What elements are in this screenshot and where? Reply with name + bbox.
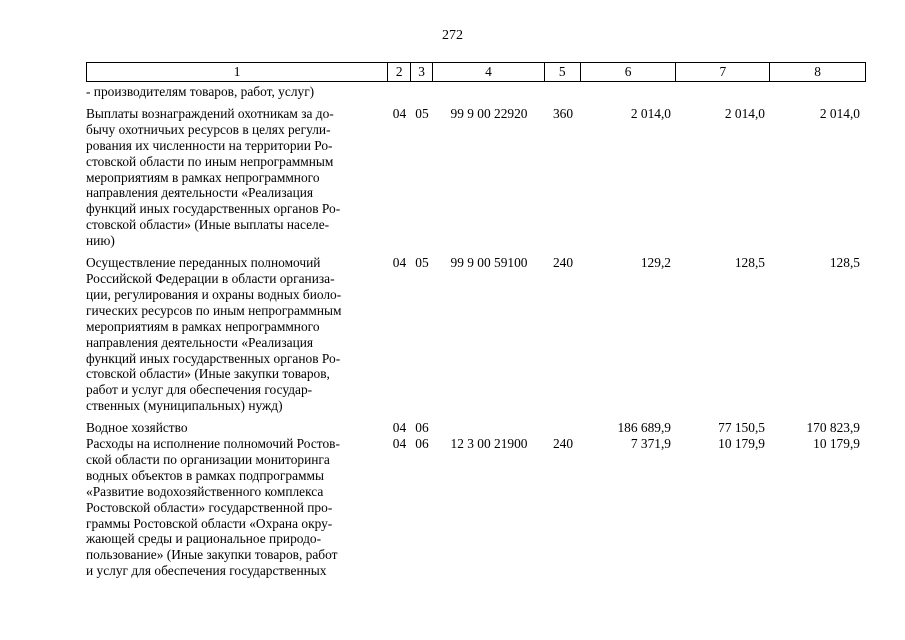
row-value-2: 2 014,0 [724,105,765,121]
row-description [86,106,388,249]
desc-line: гических ресурсов по иным непрограммным [86,302,342,318]
row-description [86,255,388,414]
row-pr: 06 [415,436,429,452]
continuation-text: - производителям товаров, работ, услуг) [86,84,315,99]
desc-line: жающей среды и рациональное природо- [86,531,322,547]
desc-line: Российской Федерации в области организа- [86,270,335,286]
desc-line: граммы Ростовской области «Охрана окру- [86,515,333,531]
table-header [86,62,866,82]
row-value-2: 77 150,5 [718,420,765,436]
header-col-3: 3 [411,63,433,81]
header-col-5: 5 [545,63,581,81]
table-body [86,84,866,579]
header-col-1: 1 [87,63,388,81]
desc-line: стовской области» (Иные выплаты населе- [86,217,330,233]
row-value-1: 2 014,0 [630,105,671,121]
row-value-3: 2 014,0 [819,105,860,121]
desc-line: бычу охотничьих ресурсов в целях регули- [86,121,331,137]
header-col-2: 2 [388,63,411,81]
row-csr: 99 9 00 22920 [450,105,528,121]
row-value-2: 128,5 [734,255,765,271]
header-col-4: 4 [433,63,545,81]
desc-line: стовской области по иным непрограммным [86,153,334,169]
header-col-6: 6 [581,63,677,81]
desc-line: стовской области» (Иные закупки товаров, [86,366,330,382]
desc-line: ской области по организации мониторинга [86,451,330,467]
row-vr: 240 [552,255,574,271]
row-value-1: 186 689,9 [617,420,671,436]
row-csr: 99 9 00 59100 [450,255,528,271]
row-pr: 05 [415,105,429,121]
table-row [86,106,866,249]
row-vr: 360 [552,105,574,121]
desc-line: «Развитие водохозяйственного комплекса [86,483,324,499]
row-value-2: 10 179,9 [718,436,765,452]
row-rz: 04 [392,436,407,452]
desc-line: работ и услуг для обеспечения государ- [86,382,313,398]
page-number: 272 [442,28,463,43]
desc-line: ции, регулирования и охраны водных биоло- [86,286,342,302]
header-col-8: 8 [814,64,821,79]
row-value-3: 128,5 [829,255,860,271]
table-row [86,255,866,414]
desc-line: пользование» (Иные закупки товаров, работ [86,547,338,563]
desc-line: нию) [86,233,115,249]
row-csr [433,420,545,436]
desc-line: Водное хозяйство [86,420,188,436]
desc-line: ственных (муниципальных) нужд) [86,398,283,414]
desc-line: Осуществление переданных полномочий [86,255,321,271]
desc-line: рования их численности на территории Ро- [86,137,333,153]
row-vr [545,420,581,436]
desc-line: Расходы на исполнение полномочий Ростов- [86,436,340,452]
desc-line: мероприятиям в рамках непрограммного [86,169,320,185]
header-col-7: 7 [676,63,770,81]
row-value-1: 7 371,9 [630,436,671,452]
desc-line: функций иных государственных органов Ро- [86,201,341,217]
row-rz: 04 [392,420,407,436]
row-pr: 05 [415,255,429,271]
row-csr: 12 3 00 21900 [450,436,528,452]
row-vr: 240 [552,436,574,452]
row-rz: 04 [392,255,407,271]
row-pr: 06 [415,420,429,436]
desc-line: направления деятельности «Реализация [86,185,314,201]
row-description [86,436,388,579]
table-row [86,420,866,436]
desc-line: и услуг для обеспечения государственных [86,563,327,579]
row-description [86,420,388,436]
desc-line: Выплаты вознаграждений охотникам за до- [86,105,334,121]
row-value-1: 129,2 [640,255,671,271]
desc-line: направления деятельности «Реализация [86,334,314,350]
desc-line: функций иных государственных органов Ро- [86,350,341,366]
table-row [86,436,866,579]
row-rz: 04 [392,105,407,121]
row-value-3: 10 179,9 [813,436,860,452]
desc-line: Ростовской области» государственной про- [86,499,333,515]
desc-line: водных объектов в рамках подпрограммы [86,467,324,483]
desc-line: мероприятиям в рамках непрограммного [86,318,320,334]
continuation-row [86,84,866,100]
row-value-3: 170 823,9 [806,420,860,436]
